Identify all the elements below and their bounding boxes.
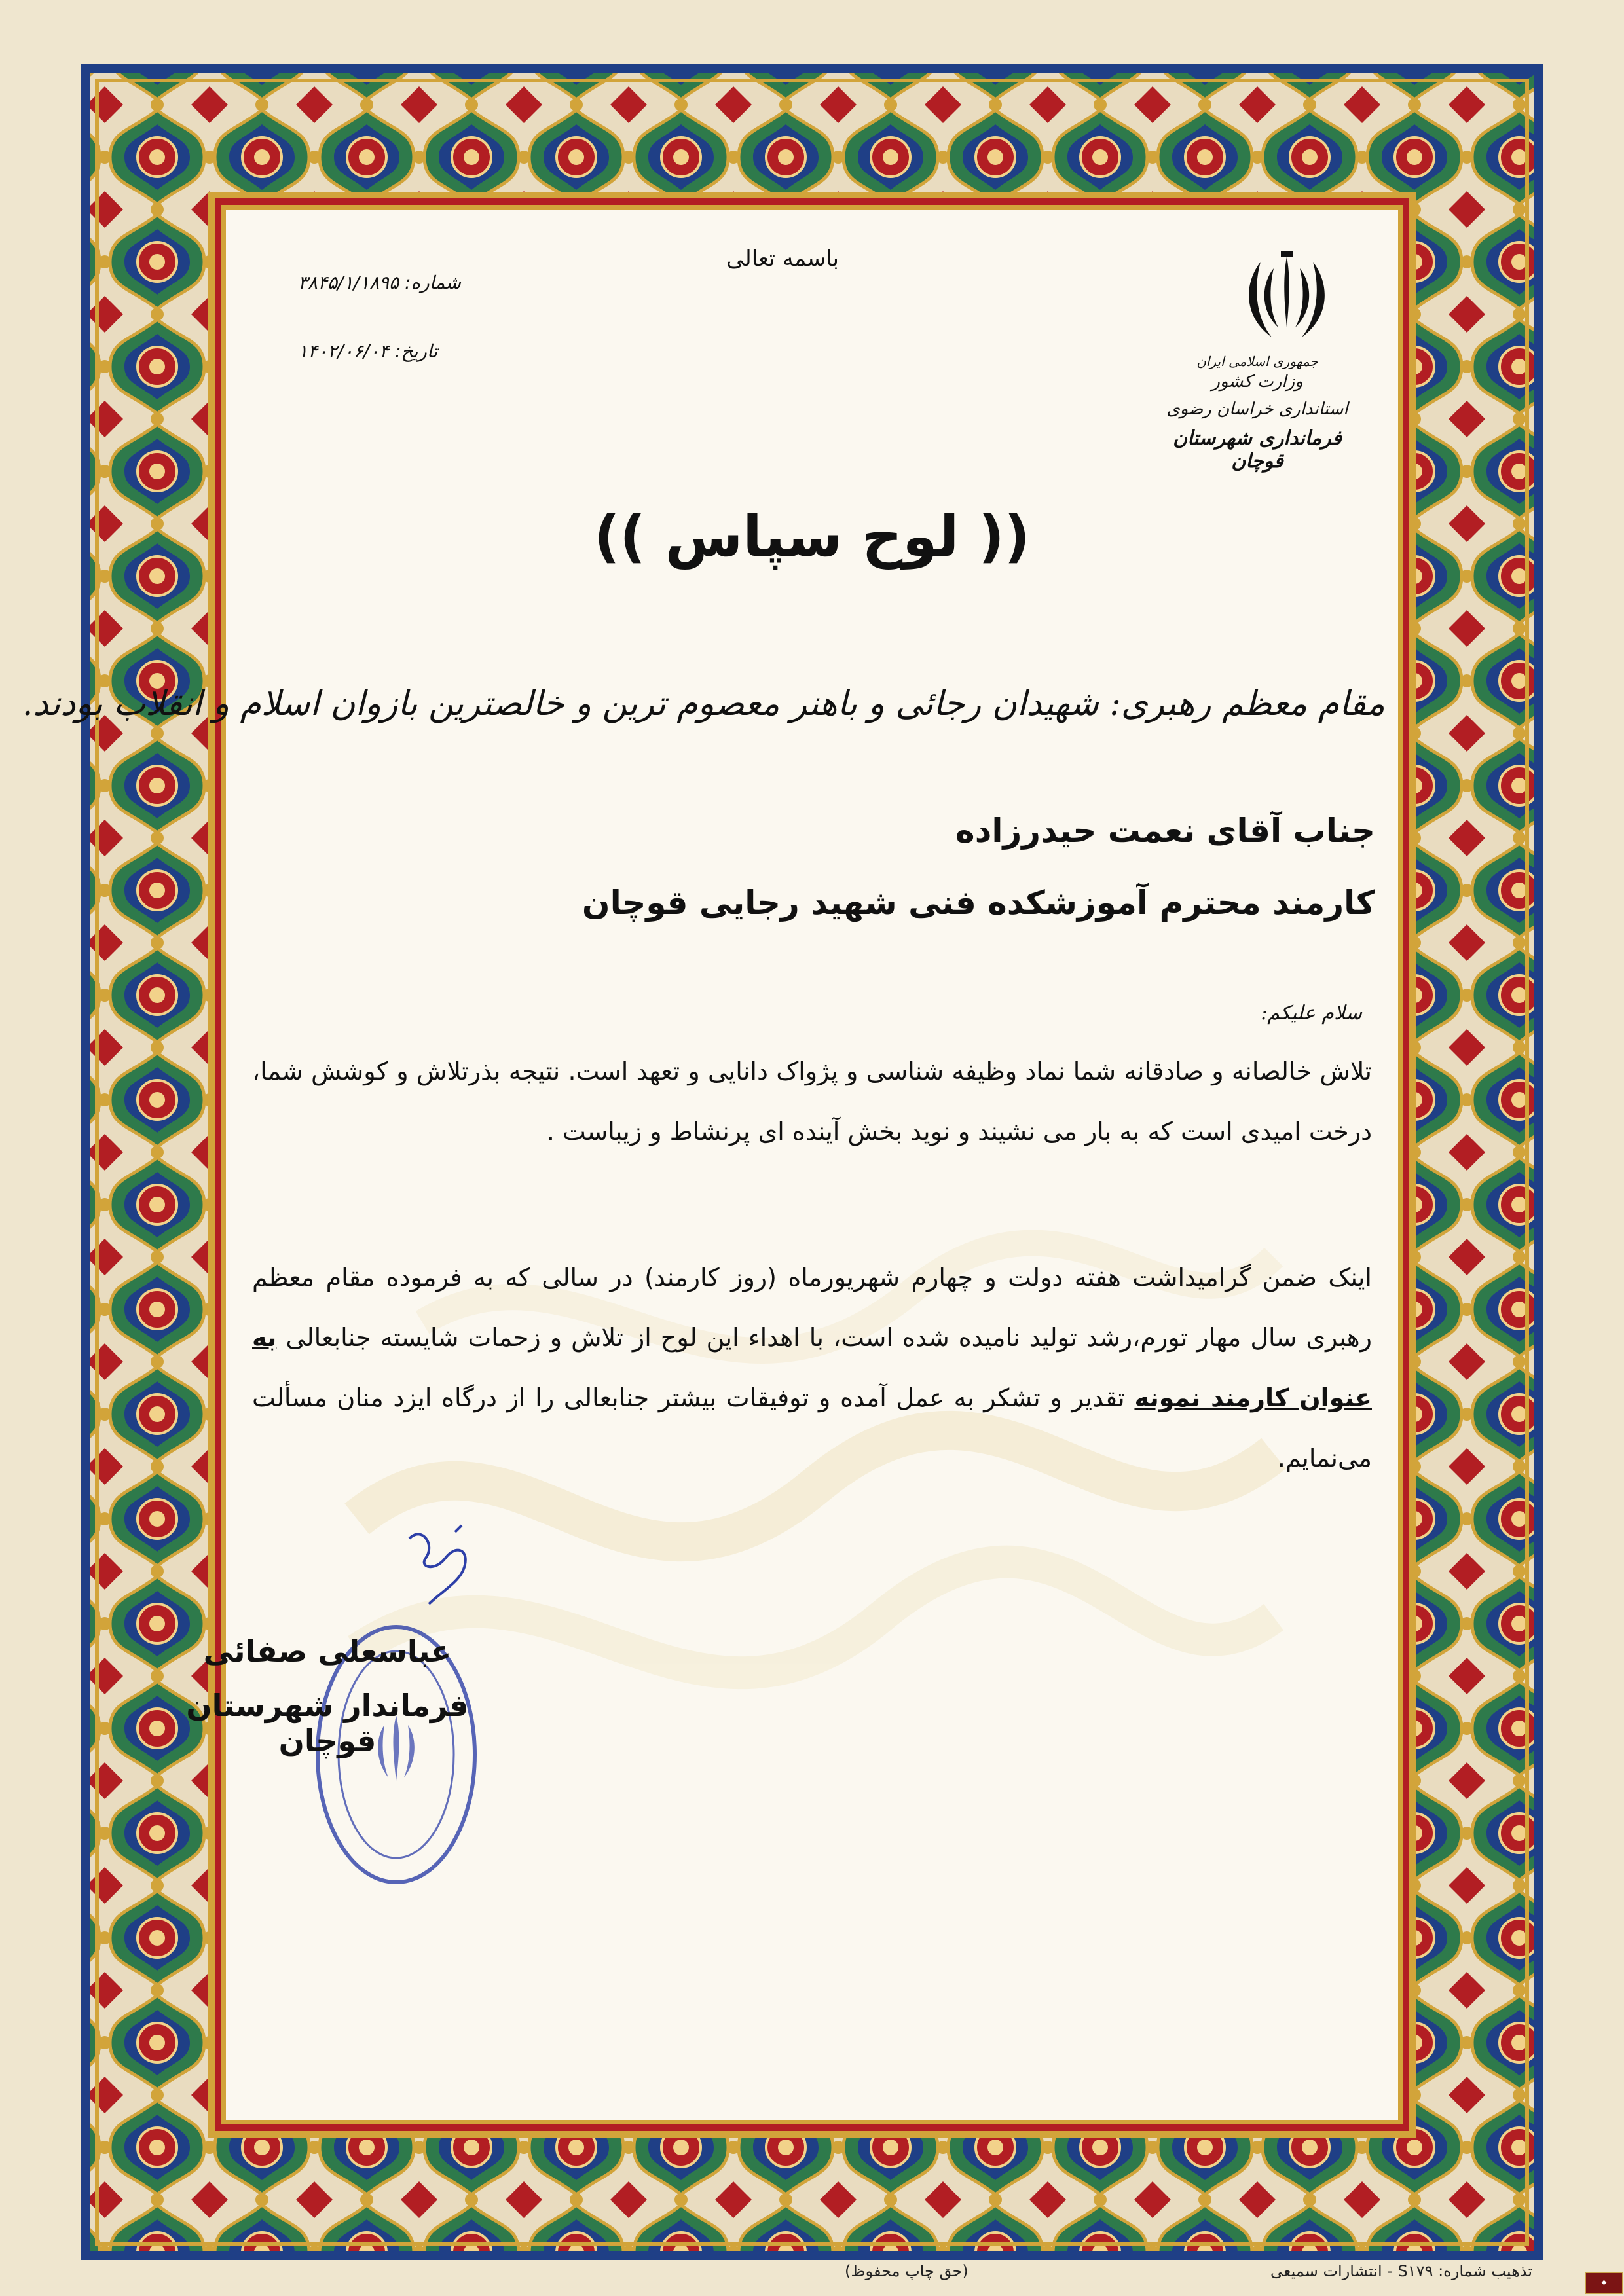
certificate-title: (( لوح سپاس )) [594,504,1030,570]
iran-emblem-icon [1238,249,1336,347]
recipient-name: جناب آقای نعمت حیدرزاده [955,812,1375,850]
body-paragraph-1: تلاش خالصانه و صادقانه شما نماد وظیفه شناسی و پژواک دانایی و تعهد است. نتیجه بذرتلاش و کوشش شما، درخت امیدی است که به بار می نشیند و نوید بخش آینده ای پرنشاط و زیباست . [252,1057,1372,1146]
handwritten-signature [396,1519,494,1611]
paragraph2-start: اینک ضمن گرامیداشت هفته دولت و چهارم شهریورماه (روز کارمند) در سالی که به فرموده مقام معظم رهبری سال مهار تورم،رشد تولید نامیده شده است، با اهداء این لوح از تلاش و زحمات شایسته جنابعالی [252,1263,1372,1352]
letter-date [298,340,437,362]
signer-title: فرماندار شهرستان قوچان [186,1688,469,1758]
date-value: ۱۴۰۲/۰۶/۰۴ [298,340,390,362]
basmala: باسمه تعالی [726,246,839,272]
recipient-position: کارمند محترم آموزشکده فنی شهید رجایی قوچان [581,884,1375,922]
model-employee-highlight: به عنوان کارمند نمونه [252,1323,1372,1412]
signer-name: عباسعلی صفائی [203,1633,452,1669]
org-line-county: فرمانداری شهرستان قوچان [1173,427,1342,473]
paragraph2-end: تقدیر و تشکر به عمل آمده و توفیقات بیشتر جنابعالی را از درگاه ایزد منان مسألت می‌نمایم. [252,1383,1372,1472]
org-line-ministry: وزارت کشور [1211,372,1303,392]
certificate-body [22,210,1398,2120]
site-badge-icon: ◆ [1585,2272,1623,2294]
footer-publisher: تذهیب شماره: S۱۷۹ - انتشارات سمیعی [1270,2262,1532,2280]
number-label: شماره: [405,272,461,293]
date-label: تاریخ: [395,340,438,362]
footer-copyright: (حق چاپ محفوظ) [845,2262,969,2280]
number-value: ۳۸۴۵/۱/۱۸۹۵ [298,272,399,293]
org-line-republic: جمهوری اسلامی ایران [1196,354,1318,369]
org-line-governorate: استانداری خراسان رضوی [1166,399,1348,419]
body-paragraph-2 [252,1247,1372,1488]
leader-quote: مقام معظم رهبری: شهیدان رجائی و باهنر معصوم ترین و خالصترین بازوان اسلام و انقلاب بودند. [22,684,1385,723]
letter-number [298,272,461,293]
greeting: سلام علیکم: [1261,1002,1362,1025]
